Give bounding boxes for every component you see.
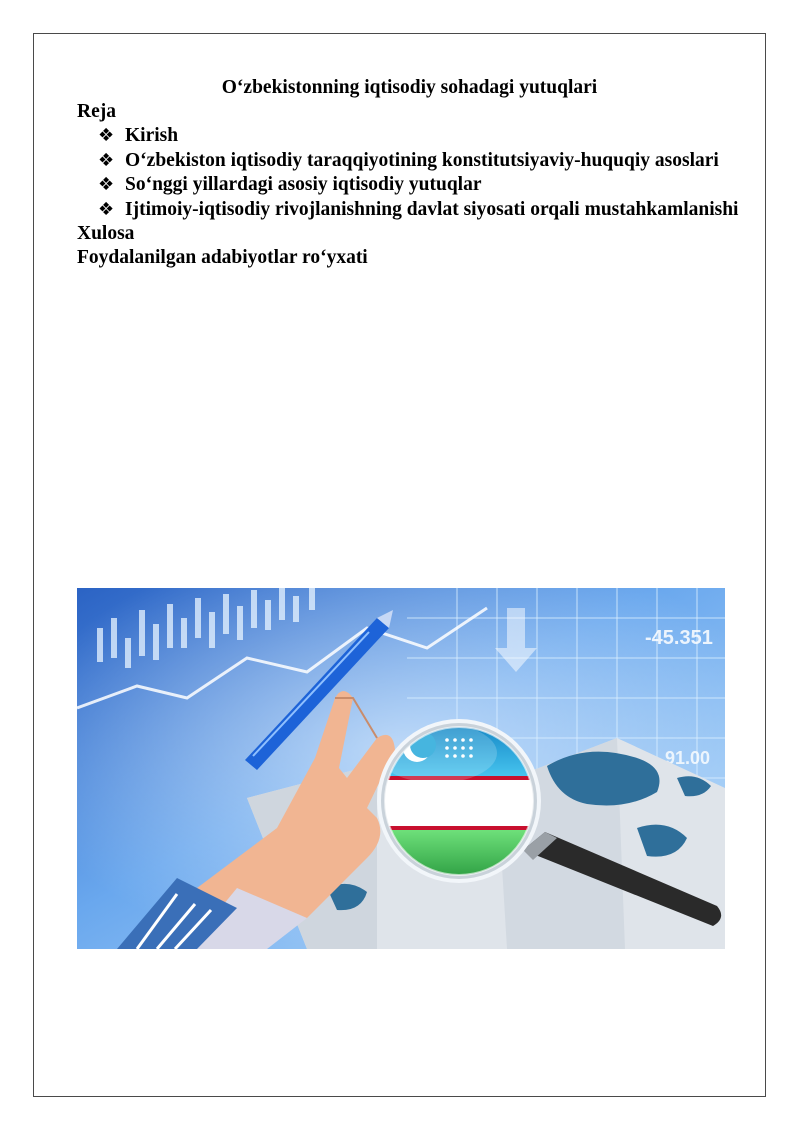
diamond-bullet-icon: ❖: [98, 174, 115, 195]
list-item: ❖ Ijtimoiy-iqtisodiy rivojlanishning davlat siyosati orqali mustahkamlanishi: [98, 198, 742, 223]
diamond-bullet-icon: ❖: [98, 125, 115, 146]
conclusion-heading: Xulosa: [77, 223, 135, 244]
chart-number: 91.00: [665, 748, 711, 768]
list-item: ❖ O‘zbekiston iqtisodiy taraqqiyotining konstitutsiyaviy-huquqiy asoslari: [98, 149, 742, 174]
plan-heading: Reja: [77, 101, 116, 122]
diamond-bullet-icon: ❖: [98, 149, 115, 171]
chart-number: -45.351: [645, 627, 713, 649]
list-item: ❖ So‘nggi yillardagi asosiy iqtisodiy yutuqlar: [98, 173, 742, 198]
list-item: ❖ Kirish: [98, 124, 742, 149]
references-heading: Foydalanilgan adabiyotlar ro‘yxati: [77, 247, 368, 268]
diamond-bullet-icon: ❖: [98, 198, 115, 220]
document-title: O‘zbekistonning iqtisodiy sohadagi yutuqlari: [221, 77, 598, 98]
economy-illustration: [77, 588, 725, 949]
plan-list: [77, 124, 742, 222]
document-body: [77, 76, 742, 270]
